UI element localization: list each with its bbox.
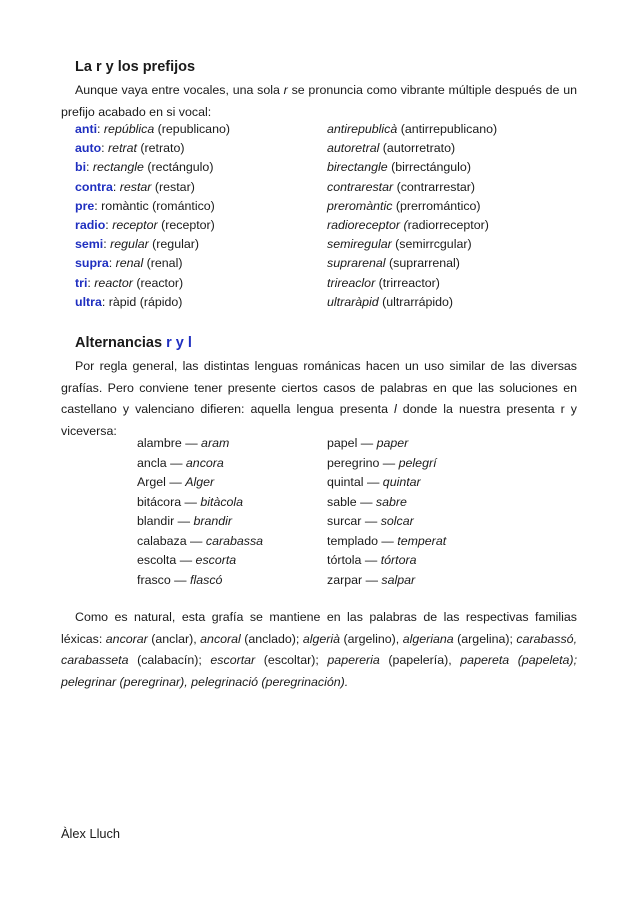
list-item	[75, 139, 230, 158]
text-segment: (argelino),	[340, 631, 403, 646]
text-segment: (republicano)	[154, 122, 230, 136]
list-item	[327, 158, 497, 177]
prefix-term: contra	[75, 179, 113, 194]
text-segment: :	[105, 218, 113, 233]
text-segment: pelegrí	[398, 455, 437, 470]
list-item	[137, 571, 263, 591]
text-segment: escortar	[210, 653, 256, 667]
text-segment: restar	[119, 179, 152, 194]
list-item	[327, 235, 497, 254]
text-segment: (argelina);	[453, 631, 517, 646]
text-segment: radioreceptor (	[327, 218, 408, 233]
text-segment: Por regla general, las distintas lenguas románicas hacen un uso similar de las diversas grafías. Pero conviene tener presente ciertos casos de palabras en que las soluciones en castellano y valenciano difieren: aquella lengua presenta	[61, 359, 577, 416]
list-item	[327, 178, 497, 197]
text-segment: trireaclor	[327, 275, 376, 290]
list-item	[327, 571, 446, 591]
prefix-term: ultra	[75, 294, 102, 309]
list-item	[75, 197, 230, 216]
text-segment: alambre —	[137, 436, 202, 450]
list-item	[327, 274, 497, 293]
text-segment: calabaza —	[137, 533, 206, 548]
text-segment: suprarenal	[327, 256, 386, 271]
text-segment: :	[108, 256, 116, 271]
text-segment: tórtora	[380, 553, 417, 567]
closing-paragraph	[61, 607, 577, 693]
text-segment: receptor	[112, 218, 158, 233]
text-segment: ancora	[185, 455, 224, 470]
list-item	[327, 254, 497, 273]
text-segment: zarpar —	[327, 572, 382, 587]
text-segment: semiregular	[327, 237, 392, 252]
text-segment: l	[394, 402, 397, 416]
text-segment: (anclado);	[240, 631, 303, 646]
text-segment: (regular)	[148, 237, 199, 252]
prefix-term: pre	[75, 198, 95, 213]
prefix-term: auto	[75, 141, 102, 156]
list-item	[75, 235, 230, 254]
text-segment: se pronuncia como vibrante múltiple después de un prefijo acabado en si vocal:	[61, 83, 577, 119]
text-segment: autoretral	[327, 141, 380, 156]
text-segment: Alger	[185, 475, 215, 489]
text-segment: (birrectángulo)	[387, 160, 471, 175]
text-segment: :	[97, 122, 104, 136]
text-segment: bitácora —	[137, 494, 201, 509]
text-segment: papel —	[327, 436, 377, 450]
text-segment: :	[112, 179, 120, 194]
text-segment: (prerromántico)	[392, 198, 481, 213]
text-segment: salpar	[381, 572, 416, 587]
list-item	[137, 551, 263, 571]
text-segment: tórtola —	[327, 553, 381, 567]
text-segment: (receptor)	[157, 218, 215, 233]
list-item	[75, 274, 230, 293]
prefix-term: supra	[75, 256, 109, 271]
text-segment: ancla —	[137, 455, 186, 470]
list-item	[137, 532, 263, 552]
list-item	[327, 512, 446, 532]
title-main: Alternancias	[75, 335, 167, 351]
text-segment: (semirrcgular)	[391, 237, 472, 252]
title-accent: r y l	[166, 335, 192, 351]
intro-paragraph-prefixes	[61, 80, 577, 123]
text-segment: carabassa	[205, 533, 264, 548]
text-segment: república	[103, 122, 155, 136]
list-item	[327, 120, 497, 139]
list-item	[137, 434, 263, 454]
text-segment: :	[101, 141, 109, 156]
list-item	[327, 434, 446, 454]
text-segment: blandir —	[137, 514, 194, 528]
list-item	[75, 254, 230, 273]
list-item	[137, 473, 263, 493]
text-segment: templado —	[327, 533, 398, 548]
text-segment: ultraràpid	[327, 294, 379, 309]
list-item	[75, 216, 230, 235]
list-item	[75, 120, 230, 139]
text-segment: (suprarrenal)	[385, 256, 460, 271]
list-item	[327, 493, 446, 513]
text-segment: rectangle	[92, 160, 144, 175]
section-title-alternations	[75, 335, 192, 351]
list-item	[75, 158, 230, 177]
text-segment: Argel —	[137, 475, 186, 489]
prefix-term: anti	[75, 122, 98, 136]
text-segment: donde la nuestra presenta r y viceversa:	[61, 402, 577, 438]
text-segment: (retrato)	[136, 141, 185, 156]
text-segment: reactor	[94, 275, 133, 290]
text-segment: escorta	[195, 553, 237, 567]
list-item	[327, 551, 446, 571]
list-item	[75, 293, 230, 312]
list-item	[137, 454, 263, 474]
text-segment: quintal —	[327, 475, 383, 489]
text-segment: ancorar	[105, 631, 148, 646]
text-segment: papereta (papeleta); pelegrinar (peregrinar), pelegrinació (peregrinación).	[61, 653, 578, 689]
text-segment: quintar	[382, 475, 421, 489]
text-segment: r	[283, 83, 288, 97]
list-item	[327, 197, 497, 216]
list-item	[137, 512, 263, 532]
list-item	[137, 493, 263, 513]
text-segment: :	[103, 237, 111, 252]
text-segment: sable —	[327, 494, 376, 509]
text-segment: temperat	[397, 533, 447, 548]
text-segment: escolta —	[137, 553, 196, 567]
text-segment: (autorretrato)	[379, 141, 456, 156]
text-segment: carabassó, carabasseta	[61, 631, 578, 667]
text-segment: (anclar),	[147, 631, 201, 646]
list-item	[327, 532, 446, 552]
text-segment: (renal)	[143, 256, 183, 271]
list-item	[327, 473, 446, 493]
text-segment: (ultrarrápido)	[378, 294, 454, 309]
list-item	[75, 178, 230, 197]
text-segment: (escoltar);	[255, 653, 328, 667]
intro-paragraph-alternations	[61, 356, 577, 442]
text-segment: (calabacín);	[128, 653, 211, 667]
text-segment: algeriana	[402, 631, 454, 646]
text-segment: : romàntic (romántico)	[94, 198, 215, 213]
prefix-term: radio	[75, 218, 106, 233]
author-signature: Àlex Lluch	[61, 826, 121, 841]
text-segment: surcar —	[327, 514, 381, 528]
section-title-prefixes: La r y los prefijos	[75, 59, 196, 75]
text-segment: birectangle	[327, 160, 388, 175]
text-segment: sabre	[375, 494, 407, 509]
text-segment: bitàcola	[200, 494, 244, 509]
list-item	[327, 454, 446, 474]
text-segment: retrat	[108, 141, 137, 156]
list-item	[327, 139, 497, 158]
text-segment: radiorreceptor)	[407, 218, 489, 233]
text-segment: regular	[110, 237, 149, 252]
text-segment: : ràpid (rápido)	[101, 294, 183, 309]
text-segment: frasco —	[137, 572, 191, 587]
text-segment: (rectángulo)	[143, 160, 214, 175]
castilian-words-list	[137, 434, 263, 590]
text-segment: peregrino —	[327, 455, 399, 470]
prefix-term: bi	[75, 160, 87, 175]
text-segment: (reactor)	[132, 275, 184, 290]
text-segment: Aunque vaya entre vocales, una sola	[75, 83, 284, 97]
prefixed-words-list	[327, 120, 497, 312]
text-segment: antirepublicà	[327, 122, 398, 136]
text-segment: brandir	[193, 514, 233, 528]
list-item	[327, 216, 497, 235]
text-segment: paper	[376, 436, 409, 450]
text-segment: renal	[115, 256, 144, 271]
text-segment: flascó	[190, 572, 223, 587]
text-segment: (restar)	[151, 179, 195, 194]
text-segment: preromàntic	[327, 198, 393, 213]
valencian-words-list	[327, 434, 446, 590]
prefix-examples-list	[75, 120, 230, 312]
text-segment: (trirreactor)	[375, 275, 440, 290]
text-segment: solcar	[380, 514, 414, 528]
text-segment: ancoral	[200, 631, 241, 646]
text-segment: aram	[201, 436, 230, 450]
text-segment: (contrarrestar)	[393, 179, 476, 194]
text-segment: :	[87, 275, 95, 290]
text-segment: papereria	[327, 653, 380, 667]
text-segment: contrarestar	[327, 179, 394, 194]
text-segment: (papelería),	[379, 653, 461, 667]
text-segment: Como es natural, esta grafía se mantiene en las palabras de las respectivas familias léxicas:	[61, 610, 577, 646]
list-item	[327, 293, 497, 312]
text-segment: :	[86, 160, 93, 175]
prefix-term: semi	[75, 237, 104, 252]
prefix-term: tri	[75, 275, 88, 290]
text-segment: (antirrepublicano)	[397, 122, 498, 136]
text-segment: algerià	[302, 631, 341, 646]
